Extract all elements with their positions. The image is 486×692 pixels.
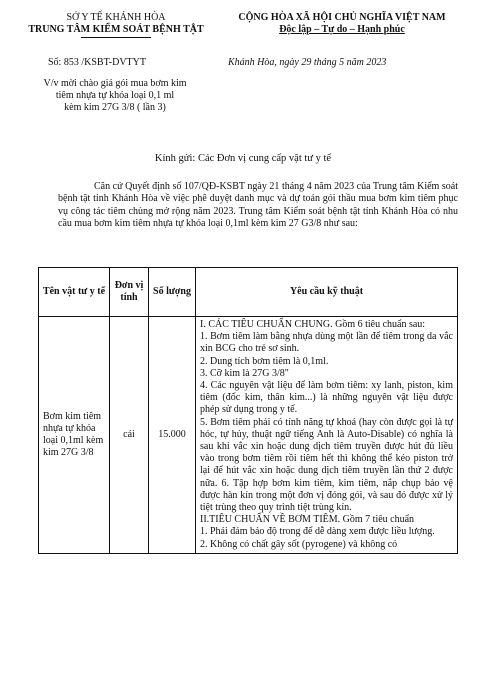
nation-title: CỘNG HÒA XÃ HỘI CHỦ NGHĨA VIỆT NAM xyxy=(238,12,446,23)
table-row xyxy=(39,317,458,554)
subject-block xyxy=(40,78,190,114)
requirement-line: 4. Các nguyên vật liệu để làm bơm tiêm: xy lanh, piston, kim tiêm (đốc kim, thân kim...) là những nguyên vật liệu được phép sử dụng trong y tế. xyxy=(200,380,453,416)
requirement-line: 2. Dung tích bơm tiêm là 0,1ml. xyxy=(200,355,329,367)
cell-quantity: 15.000 xyxy=(149,317,196,554)
cell-requirements xyxy=(196,317,458,554)
center-name: TRUNG TÂM KIỂM SOÁT BỆNH TẬT xyxy=(28,24,204,35)
requirement-line: I. CÁC TIÊU CHUẨN CHUNG. Gồm 6 tiêu chuẩn sau: xyxy=(200,319,426,330)
document-number: Số: 853 /KSBT-DVTYT xyxy=(48,57,146,68)
requirement-line: 2. Không có chất gây sốt (pyrogene) và không có xyxy=(200,538,398,550)
header-qty: Số lượng xyxy=(149,268,196,317)
subject-line: tiêm nhựa tự khóa loại 0,1 ml xyxy=(55,90,175,101)
subject-line: kèm kim 27G 3/8 ( lần 3) xyxy=(64,102,166,113)
national-header xyxy=(212,12,472,36)
table-header-row xyxy=(39,268,458,317)
requirement-line: II.TIÊU CHUẨN VỀ BƠM TIÊM. Gồm 7 tiêu chuẩn xyxy=(200,514,415,526)
supply-table xyxy=(38,267,458,554)
requirement-line: 3. Cỡ kim là 27G 3/8" xyxy=(200,367,289,379)
issuing-agency-block xyxy=(28,12,204,38)
intro-paragraph: Căn cứ Quyết định số 107/QĐ-KSBT ngày 21 tháng 4 năm 2023 của Trung tâm Kiểm soát bệnh tật tỉnh Khánh Hòa về việc phê duyệt danh mục và dự toán gói thầu mua bơm kim tiêm phục vụ công tác tiêm chủng mở rộng năm 2023. Trung tâm Kiểm soát bệnh tật tỉnh Khánh Hòa có nhu cầu mua bơm kim tiêm nhựa tự khóa loại 0,1ml kèm kim 27 G3/8 như sau: xyxy=(58,181,458,230)
document-date: Khánh Hòa, ngày 29 tháng 5 năm 2023 xyxy=(228,57,387,68)
header-requirements: Yêu cầu kỹ thuật xyxy=(196,268,458,317)
requirement-line: 5. Bơm tiêm phải có tính năng tự khoá (hay còn được gọi là tự hóc, tự hủy, thuật ngữ tiếng Anh là Auto-Disable) có nghĩa là sau khi vắc xin hoặc dung dịch tiêm truyền được hút đủ liều vào trong bơm tiêm rồi tiêm hết thì không thể kéo piston trở lại để hút vắc xin hoặc dung dịch tiêm truyền lần thứ 2 được nữa. 6. Tập hợp bơm kim tiêm, kim tiêm, nắp chụp bảo vệ được hàn kín trong một đơn vị đóng gói, và sau đó được xử lý tiệt trùng theo quy trình tiệt trùng kín. xyxy=(200,416,453,514)
header-unit: Đơn vị tính xyxy=(110,268,149,317)
agency-underline xyxy=(81,37,151,38)
header-name: Tên vật tư y tế xyxy=(39,268,110,317)
requirement-line: 1. Bơm tiêm làm bằng nhựa dùng một lần để tiêm trong da vắc xin BCG cho trẻ sơ sinh. xyxy=(200,331,453,355)
requirement-line: 1. Phải đảm bảo độ trong để dễ dàng xem được liều lượng. xyxy=(200,526,435,538)
cell-unit: cái xyxy=(110,317,149,554)
greeting: Kính gửi: Các Đơn vị cung cấp vật tư y tế xyxy=(154,153,332,164)
cell-item-name: Bơm kim tiêm nhựa tự khóa loại 0,1ml kèm kim 27G 3/8 xyxy=(39,317,110,554)
subject-line: V/v mời chào giá gói mua bơm kim xyxy=(43,78,187,89)
motto: Độc lập – Tự do – Hạnh phúc xyxy=(279,24,405,35)
agency-name: SỞ Y TẾ KHÁNH HÒA xyxy=(66,12,166,23)
